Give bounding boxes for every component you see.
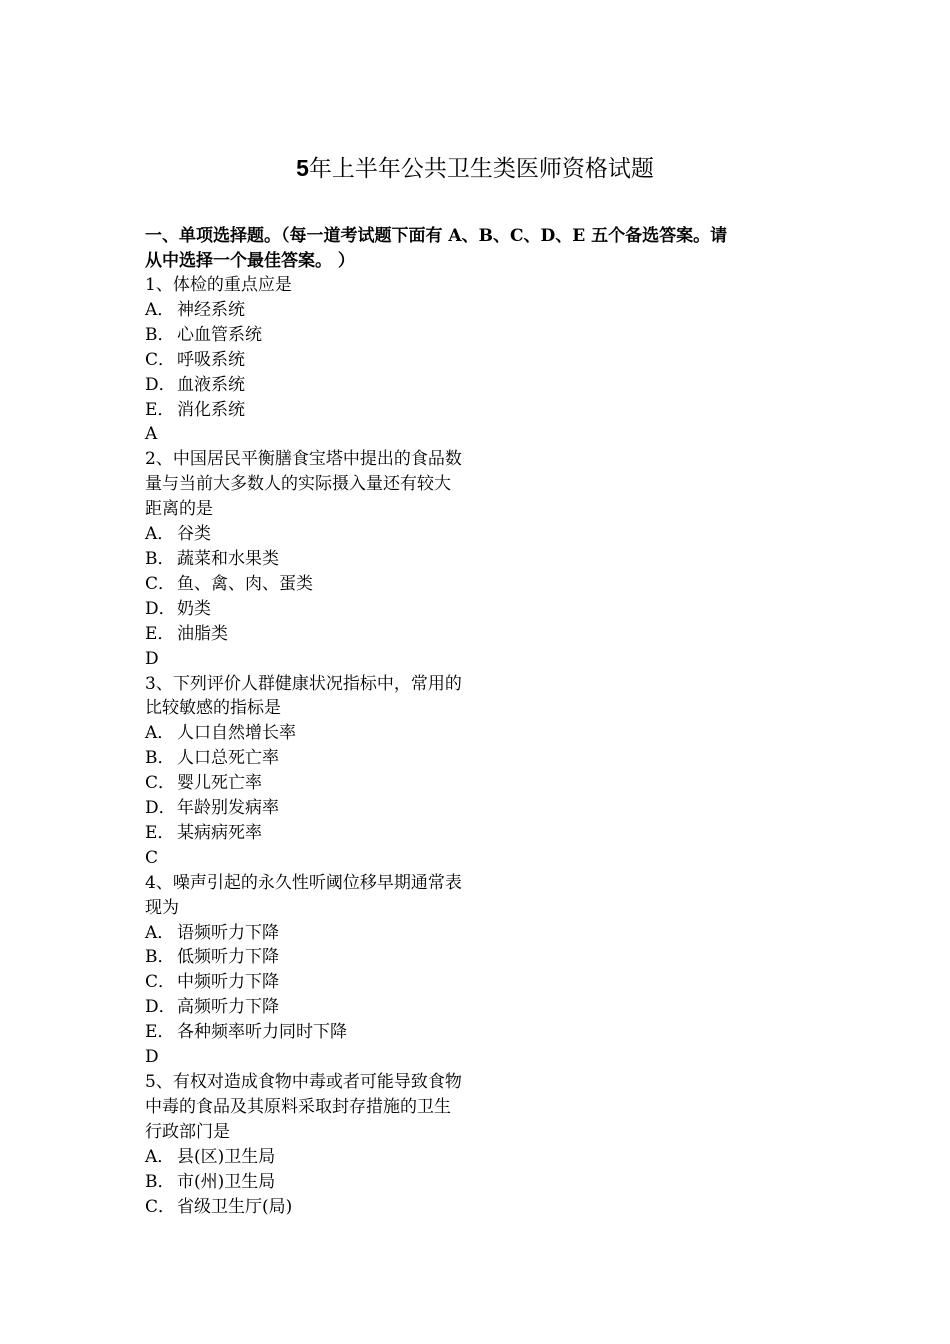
- option-letter: C．: [145, 1196, 176, 1217]
- page-title: [0, 150, 950, 187]
- question-item: [145, 447, 505, 671]
- option-letter: A．: [145, 1146, 175, 1167]
- correct-answer: D: [145, 1047, 159, 1068]
- option-text: 谷类: [177, 524, 211, 545]
- option-text: 低频听力下降: [177, 947, 279, 968]
- question-stem-line: 中毒的食品及其原料采取封存措施的卫生: [145, 1096, 451, 1117]
- option-letter: C．: [145, 972, 176, 993]
- question-item: [145, 871, 505, 1070]
- option-text: 各种频率听力同时下降: [177, 1022, 347, 1043]
- option-letter: B．: [145, 324, 175, 345]
- answer-option: [145, 1195, 505, 1220]
- question-stem-line: 现为: [145, 897, 179, 918]
- answer-option: [145, 771, 505, 796]
- question-stem-line: 2、中国居民平衡膳食宝塔中提出的食品数: [145, 449, 462, 470]
- correct-answer: D: [145, 648, 159, 669]
- section-heading-line: 从中选择一个最佳答案。 ）: [145, 251, 355, 271]
- title-number: 5: [296, 155, 309, 181]
- answer-option: [145, 522, 505, 547]
- question-stem-line: 比较敏感的指标是: [145, 698, 281, 719]
- question-stem-line: 行政部门是: [145, 1121, 230, 1142]
- option-text: 血液系统: [177, 374, 245, 395]
- option-text: 神经系统: [177, 299, 245, 320]
- option-text: 中频听力下降: [177, 972, 279, 993]
- question-item: [145, 273, 505, 447]
- question-stem-line: 4、噪声引起的永久性听阈位移早期通常表: [145, 872, 462, 893]
- option-letter: B．: [145, 947, 175, 968]
- answer-option: [145, 572, 505, 597]
- option-text: 蔬菜和水果类: [177, 548, 279, 569]
- option-text: 县(区)卫生局: [177, 1146, 276, 1167]
- question-stem-line: 5、有权对造成食物中毒或者可能导致食物: [145, 1072, 462, 1092]
- answer-option: [145, 1020, 505, 1045]
- option-letter: A．: [145, 922, 175, 943]
- section-heading: [145, 224, 825, 274]
- answer-option: [145, 597, 505, 622]
- answer-option: [145, 323, 505, 348]
- question-stem-line: 3、下列评价人群健康状况指标中，常用的: [145, 673, 462, 694]
- answer-option: [145, 995, 505, 1020]
- question-item: [145, 1070, 505, 1219]
- section-heading-line: 一、单项选择题。（每一道考试题下面有 A、B、C、D、E 五个备选答案。请: [145, 226, 728, 246]
- answer-option: [145, 1145, 505, 1170]
- option-letter: C．: [145, 349, 176, 370]
- option-text: 人口总死亡率: [177, 748, 279, 769]
- question-stem-line: 1、体检的重点应是: [145, 275, 292, 295]
- answer-option: [145, 622, 505, 647]
- option-letter: D．: [145, 374, 176, 395]
- correct-answer: C: [145, 847, 159, 868]
- answer-option: [145, 945, 505, 970]
- option-text: 高频听力下降: [177, 997, 279, 1018]
- option-letter: C．: [145, 773, 176, 794]
- option-letter: D．: [145, 798, 176, 819]
- option-letter: E．: [145, 822, 175, 843]
- option-letter: E．: [145, 1022, 175, 1043]
- option-text: 市(州)卫生局: [177, 1171, 276, 1192]
- answer-option: [145, 721, 505, 746]
- option-letter: E．: [145, 399, 175, 420]
- option-text: 鱼、禽、肉、蛋类: [177, 573, 313, 594]
- question-item: [145, 672, 505, 871]
- option-text: 心血管系统: [177, 324, 262, 345]
- option-text: 人口自然增长率: [177, 723, 296, 744]
- option-text: 呼吸系统: [177, 349, 245, 370]
- answer-option: [145, 821, 505, 846]
- option-letter: B．: [145, 748, 175, 769]
- option-letter: D．: [145, 997, 176, 1018]
- option-text: 婴儿死亡率: [177, 773, 262, 794]
- option-letter: E．: [145, 623, 175, 644]
- option-text: 省级卫生厅(局): [177, 1196, 293, 1217]
- option-letter: B．: [145, 1171, 175, 1192]
- option-letter: A．: [145, 723, 175, 744]
- option-letter: A．: [145, 299, 175, 320]
- option-text: 消化系统: [177, 399, 245, 420]
- option-letter: A．: [145, 524, 175, 545]
- answer-option: [145, 398, 505, 423]
- question-list: [145, 273, 505, 1219]
- title-text: 年上半年公共卫生类医师资格试题: [308, 156, 654, 182]
- option-letter: C．: [145, 573, 176, 594]
- option-text: 年龄别发病率: [177, 798, 279, 819]
- question-stem-line: 量与当前大多数人的实际摄入量还有较大: [145, 474, 451, 495]
- answer-option: [145, 547, 505, 572]
- answer-option: [145, 796, 505, 821]
- answer-option: [145, 298, 505, 323]
- answer-option: [145, 970, 505, 995]
- correct-answer: A: [145, 424, 158, 445]
- option-text: 奶类: [177, 598, 211, 619]
- answer-option: [145, 348, 505, 373]
- answer-option: [145, 1170, 505, 1195]
- option-letter: B．: [145, 548, 175, 569]
- answer-option: [145, 373, 505, 398]
- option-letter: D．: [145, 598, 176, 619]
- option-text: 某病病死率: [177, 822, 262, 843]
- option-text: 油脂类: [177, 623, 228, 644]
- option-text: 语频听力下降: [177, 922, 279, 943]
- answer-option: [145, 921, 505, 946]
- question-stem-line: 距离的是: [145, 499, 213, 520]
- answer-option: [145, 746, 505, 771]
